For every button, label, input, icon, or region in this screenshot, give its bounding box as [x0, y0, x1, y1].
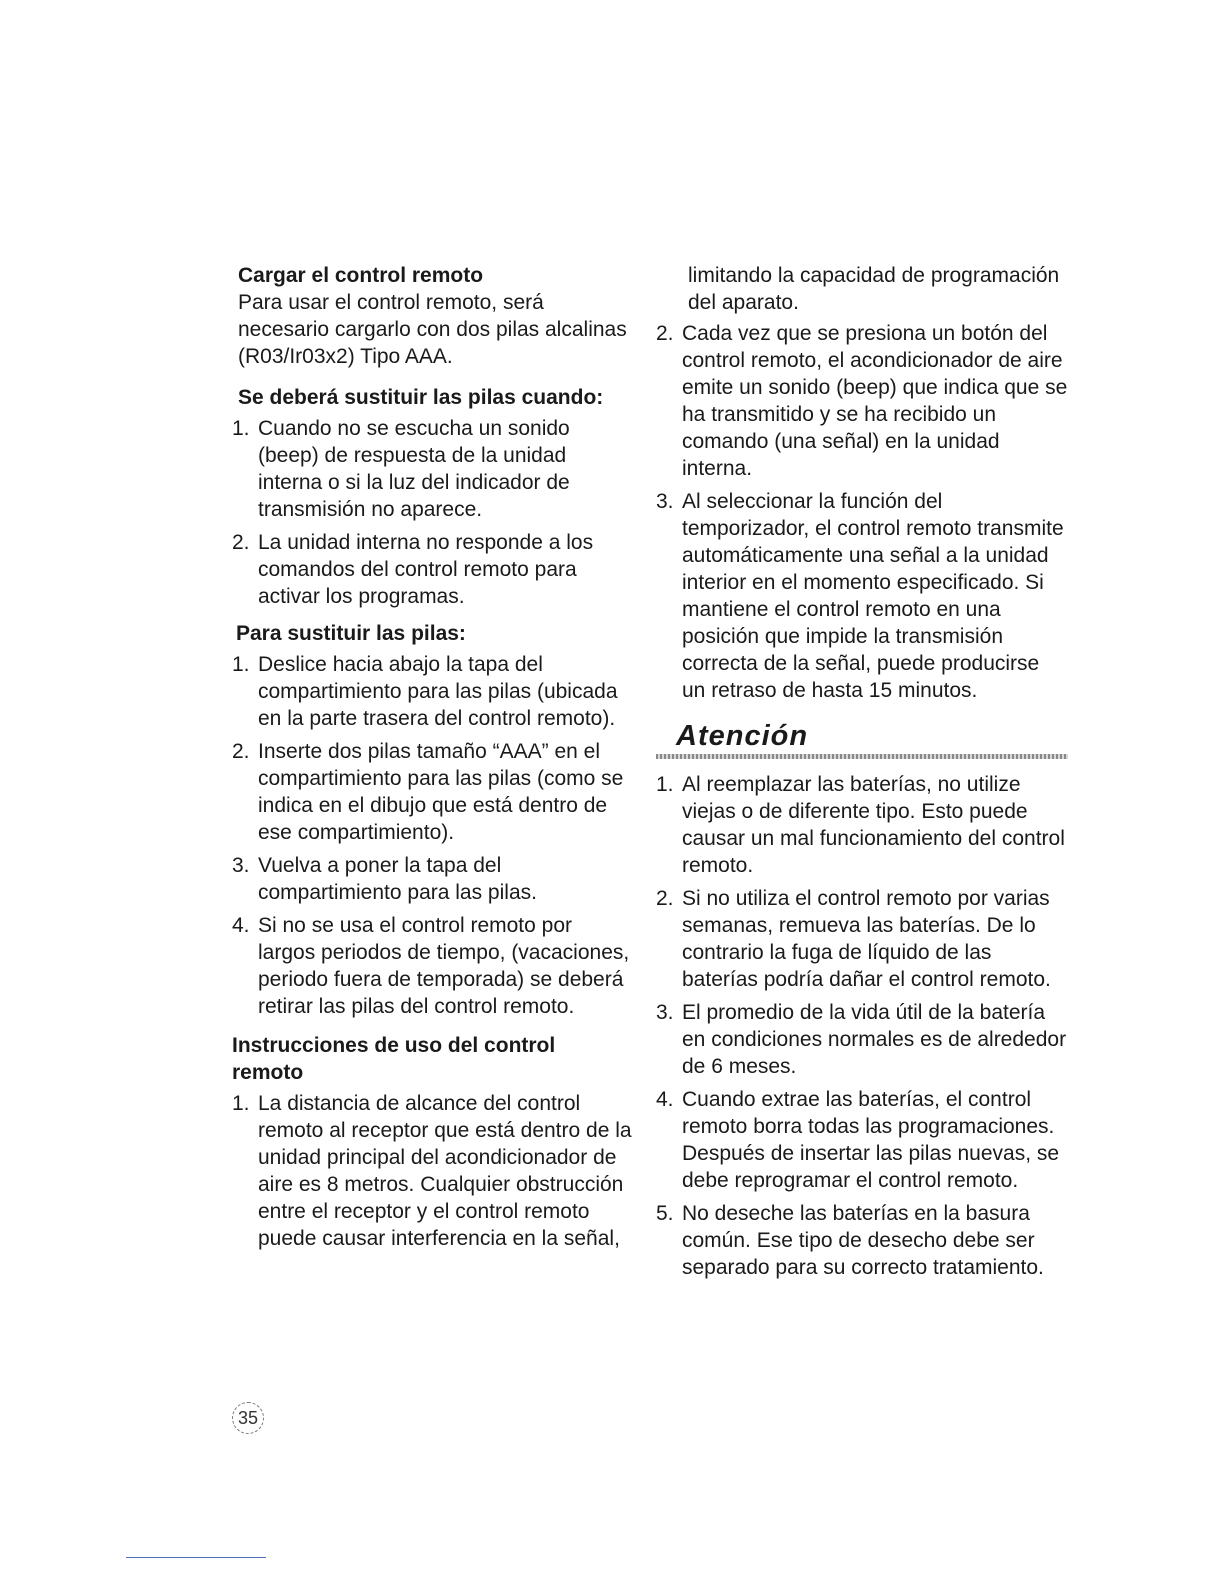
list-instrucciones-cont [656, 320, 1068, 704]
item-text: Si no se usa el control remoto por largos periodos de tiempo, (vacaciones, periodo fuera de temporada) se deberá retirar las pilas del control remoto. [258, 914, 630, 1018]
item-number: 2. [656, 322, 674, 345]
item-text: Vuelva a poner la tapa del compartimiento para las pilas. [258, 854, 537, 904]
list-sustituir-cuando [232, 415, 632, 610]
item-text: Cuando no se escucha un sonido (beep) de respuesta de la unidad interna o si la luz del indicador de transmisión no aparece. [258, 417, 570, 521]
item-number: 3. [656, 490, 674, 513]
item-text: Inserte dos pilas tamaño “AAA” en el compartimiento para las pilas (como se indica en el dibujo que está dentro de ese compartimiento). [258, 740, 624, 844]
list-item [656, 1086, 1068, 1194]
item-text: Si no utiliza el control remoto por varias semanas, remueva las baterías. De lo contrario la fuga de líquido de las baterías podría dañar el control remoto. [682, 887, 1051, 991]
list-atencion [656, 771, 1068, 1281]
list-item [656, 885, 1068, 993]
list-item [232, 415, 632, 523]
list-item [232, 738, 632, 846]
item-text: Cuando extrae las baterías, el control remoto borra todas las programaciones. Después de insertar las pilas nuevas, se debe reprogramar el control remoto. [682, 1088, 1060, 1192]
list-instrucciones [232, 1090, 632, 1252]
item-number: 5. [656, 1202, 674, 1225]
item-number: 1. [232, 417, 250, 440]
item-number: 2. [232, 531, 250, 554]
item-number: 4. [656, 1088, 674, 1111]
right-column [656, 262, 1068, 1287]
continuation-text: limitando la capacidad de programación del aparato. [688, 264, 1060, 314]
item-number: 2. [232, 740, 250, 763]
item-text: No deseche las baterías en la basura común. Ese tipo de desecho debe ser separado para su correcto tratamiento. [682, 1202, 1044, 1279]
item-number: 4. [232, 914, 250, 937]
intro-paragraph: Para usar el control remoto, será necesario cargarlo con dos pilas alcalinas (R03/Ir03x2) Tipo AAA. [238, 291, 627, 368]
heading-sustituir-cuando: Se deberá sustituir las pilas cuando: [238, 386, 604, 409]
item-text: Cada vez que se presiona un botón del control remoto, el acondicionador de aire emite un sonido (beep) que indica que se ha transmitido y se ha recibido un comando (una señal) en la unidad interna. [682, 322, 1068, 480]
atencion-heading: Atención [676, 720, 809, 752]
item-number: 1. [232, 653, 250, 676]
heading-para-sustituir: Para sustituir las pilas: [236, 622, 466, 645]
list-item [656, 999, 1068, 1080]
page-number: 35 [232, 1402, 264, 1434]
item-number: 2. [656, 887, 674, 910]
list-para-sustituir [232, 651, 632, 1020]
item-text: Deslice hacia abajo la tapa del compartimiento para las pilas (ubicada en la parte trasera del control remoto). [258, 653, 618, 730]
list-item [656, 320, 1068, 482]
item-number: 1. [232, 1092, 250, 1115]
list-item [656, 488, 1068, 704]
list-item [232, 912, 632, 1020]
list-item [232, 529, 632, 610]
atencion-divider [656, 754, 1068, 759]
item-text: Al seleccionar la función del temporizador, el control remoto transmite automáticamente una señal a la unidad interior en el momento especificado. Si mantiene el control remoto en una posición que impide la transmisión correcta de la señal, puede producirse un retraso de hasta 15 minutos. [682, 490, 1064, 702]
list-item [232, 651, 632, 732]
list-item [232, 852, 632, 906]
heading-instrucciones: Instrucciones de uso del control remoto [232, 1034, 556, 1084]
list-item [232, 1090, 632, 1252]
left-column [232, 262, 632, 1258]
bottom-rule [126, 1557, 266, 1558]
item-text: El promedio de la vida útil de la batería en condiciones normales es de alrededor de 6 meses. [682, 1001, 1067, 1078]
item-number: 3. [232, 854, 250, 877]
item-text: La distancia de alcance del control remoto al receptor que está dentro de la unidad principal del acondicionador de aire es 8 metros. Cualquier obstrucción entre el receptor y el control remoto puede causar interferencia en la señal, [258, 1092, 632, 1250]
item-number: 3. [656, 1001, 674, 1024]
item-number: 1. [656, 773, 674, 796]
list-item [656, 771, 1068, 879]
item-text: Al reemplazar las baterías, no utilize viejas o de diferente tipo. Esto puede causar un mal funcionamiento del control remoto. [682, 773, 1065, 877]
list-item [656, 1200, 1068, 1281]
heading-cargar: Cargar el control remoto [238, 264, 484, 287]
item-text: La unidad interna no responde a los comandos del control remoto para activar los programas. [258, 531, 594, 608]
